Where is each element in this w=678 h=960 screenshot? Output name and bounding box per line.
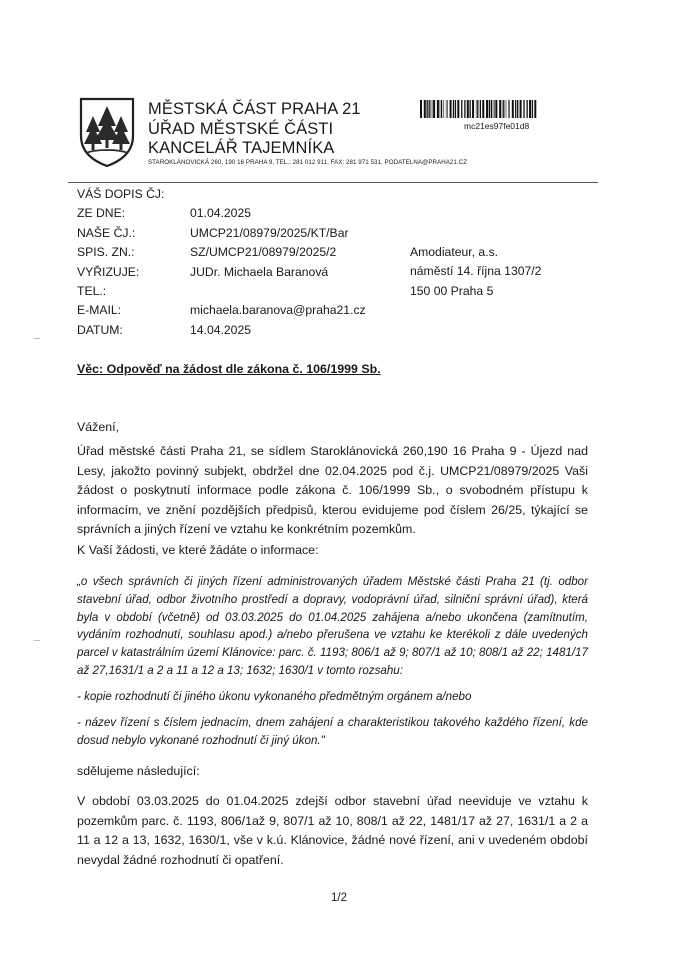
barcode-bar	[509, 100, 510, 118]
barcode-bar	[450, 100, 452, 118]
meta-label: TEL.:	[77, 283, 107, 298]
office-address: STAROKLÁNOVICKÁ 260, 190 16 PRAHA 9, TEL.: 281 012 911, FAX: 281 971 531, PODATELNA@PRAHA21.CZ	[148, 159, 468, 166]
barcode-bar	[489, 100, 490, 118]
barcode-bar	[532, 100, 533, 118]
meta-label: ZE DNE:	[77, 206, 126, 221]
barcode-bar	[494, 100, 495, 118]
quoted-request: „o všech správních či jiných řízení administrovaných úřadem Městské části Praha 21 (tj. odbor stavební úřad, odbor životního prostředí a dopravy, vodoprávní úřad, silniční správní úřad), která byla v období (včetně) od 03.03.2025 do 01.04.2025 zahájena a/nebo ukončena (zamítnutím, vydáním rozhodnutí, souhlasu apod.) a/nebo přerušena ve vztahu ke kterékoli z dále uvedených parcel v katastrálním území Klánovice: parc. č. 1193; 806/1 až 9; 807/1 až 10; 808/1 až 22; 1481/17 až 27,1631/1 a 2 a 11 a 12 a 13; 1632; 1630/1 v tomto rozsahu:	[77, 575, 588, 677]
barcode-bar	[431, 100, 432, 118]
barcode-bar	[470, 100, 471, 118]
office-name-line-1: MĚSTSKÁ ČÁST PRAHA 21	[148, 100, 361, 118]
meta-value: JUDr. Michaela Baranová	[190, 264, 329, 279]
barcode-bar	[529, 100, 531, 118]
barcode-bar	[467, 100, 469, 118]
barcode-bar	[433, 100, 435, 118]
barcode-bar	[440, 100, 441, 118]
office-name-line-3: KANCELÁŘ TAJEMNÍKA	[148, 139, 335, 157]
barcode-bar	[420, 100, 422, 118]
meta-value: 01.04.2025	[190, 206, 251, 221]
barcode-bar	[508, 100, 509, 118]
barcode-bar	[455, 100, 456, 118]
barcode-bar	[424, 100, 426, 118]
barcode-bar	[464, 100, 465, 118]
meta-label: VÁŠ DOPIS ČJ:	[77, 187, 165, 201]
meta-label: VYŘIZUJE:	[77, 264, 140, 279]
recipient-line: Amodiateur, a.s.	[410, 245, 499, 259]
barcode-bar	[441, 100, 442, 118]
recipient-line: 150 00 Praha 5	[410, 283, 494, 298]
barcode-bar	[523, 100, 524, 118]
barcode-bar	[457, 100, 459, 118]
page-number: 1/2	[331, 892, 347, 904]
barcode-bar	[534, 100, 536, 118]
meta-value: 14.04.2025	[190, 322, 251, 337]
barcode-bar	[520, 100, 522, 118]
barcode-bar	[486, 100, 488, 118]
meta-label: SPIS. ZN.:	[77, 245, 135, 260]
meta-label: E-MAIL:	[77, 303, 122, 318]
barcode-bar	[446, 100, 447, 118]
barcode-bar	[443, 100, 444, 118]
barcode-bar	[502, 100, 503, 118]
barcode-bar	[429, 100, 430, 118]
response-intro: sdělujeme následující:	[77, 764, 200, 778]
barcode-bar	[517, 100, 518, 118]
barcode-bar	[476, 100, 477, 118]
barcode-bar	[482, 100, 484, 118]
request-intro: K Vaší žádosti, ve které žádáte o informace:	[77, 543, 319, 557]
barcode-bar	[480, 100, 481, 118]
barcode-bar	[499, 100, 501, 118]
meta-value: UMCP21/08979/2025/KT/Bar	[190, 225, 349, 240]
barcode-bar	[427, 100, 428, 118]
recipient-line: náměstí 14. října 1307/2	[410, 264, 542, 279]
barcode-bar	[495, 100, 497, 118]
barcode-id: mc21es97fe01d8	[464, 121, 530, 131]
meta-label: DATUM:	[77, 322, 123, 337]
barcode-bar	[515, 100, 516, 118]
fold-mark	[34, 338, 40, 339]
barcode-bar	[461, 100, 462, 118]
quoted-request-item: - kopie rozhodnutí či jiného úkonu vykonaného předmětným orgánem a/nebo	[77, 690, 472, 703]
office-name-line-2: ÚŘAD MĚSTSKÉ ČÁSTI	[148, 119, 334, 138]
greeting: Vážení,	[77, 420, 120, 434]
meta-value: SZ/UMCP21/08979/2025/2	[190, 245, 337, 260]
fold-mark	[34, 640, 40, 641]
barcode-bar	[437, 100, 439, 118]
subject-line: Věc: Odpověď na žádost dle zákona č. 106/1999 Sb.	[77, 362, 381, 376]
header-divider	[68, 182, 598, 183]
document-barcode	[420, 100, 540, 118]
barcode-bar	[447, 100, 448, 118]
barcode-bar	[453, 100, 454, 118]
barcode-bar	[432, 100, 433, 118]
barcode-bar	[491, 100, 492, 118]
intro-paragraph: Úřad městské části Praha 21, se sídlem Staroklánovická 260,190 16 Praha 9 - Újezd nad Lesy, jakožto povinný subjekt, obdržel dne 02.04.2025 pod č.j. UMCP21/08979/2025 Vaši žádost o poskytnutí informace podle zákona č. 106/1999 Sb., o svobodném přístupu k informacím, ve znění pozdějších předpisů, kterou evidujeme pod číslem 26/25, týkající se správních a jiných řízení ve vztahu ke konkrétním pozemkům.	[77, 444, 588, 536]
barcode-bar	[493, 100, 494, 118]
meta-value: michaela.baranova@praha21.cz	[190, 303, 366, 318]
municipal-coat-of-arms-logo	[78, 96, 136, 168]
barcode-bar	[477, 100, 478, 118]
barcode-bar	[503, 100, 504, 118]
office-name	[148, 100, 361, 159]
quoted-request-item: - název řízení s číslem jednacím, dnem zahájení a charakteristikou takového každého řízení, kde dosud nebylo vykonané rozhodnutí či jiný úkon."	[77, 716, 588, 747]
barcode-bar	[506, 100, 507, 118]
response-paragraph: V období 03.03.2025 do 01.04.2025 zdejší odbor stavební úřad neeviduje ve vztahu k pozemkům parc. č. 1193, 806/1až 9, 807/1 až 10, 808/1 až 22, 1481/17 až 27, 1631/1 a 2 a 11 a 12 a 13, 1632, 1630/1, vše v k.ú. Klánovice, žádné nové řízení, ani v uvedeném období nevydal žádné rozhodnutí či opatření.	[77, 794, 588, 867]
barcode-bar	[527, 100, 528, 118]
meta-label: NAŠE ČJ.:	[77, 225, 136, 240]
recipient-address	[410, 243, 541, 301]
barcode-bar	[512, 100, 514, 118]
barcode-bar	[472, 100, 474, 118]
